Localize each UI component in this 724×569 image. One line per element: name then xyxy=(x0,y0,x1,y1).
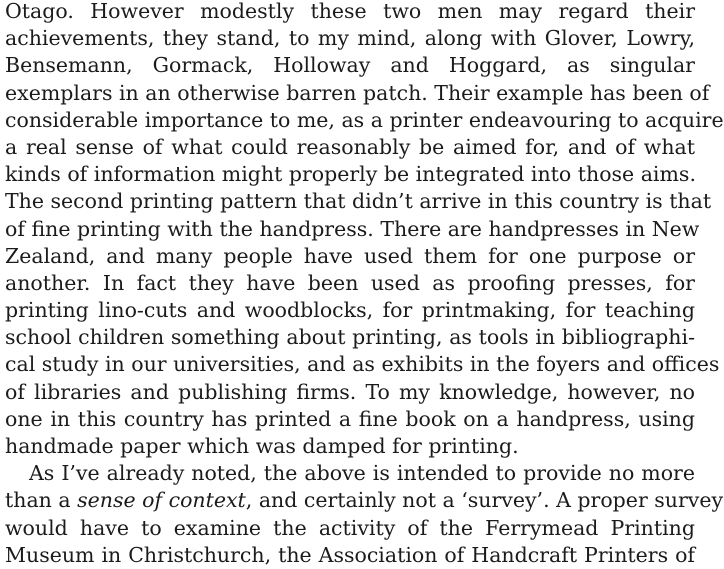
text-line: achievements, they stand, to my mind, along with Glover, Lowry, xyxy=(5,26,695,51)
text-line: Zealand, and many people have used them for one purpose or xyxy=(5,243,695,268)
text-line: of libraries and publishing firms. To my knowledge, however, no xyxy=(5,379,695,404)
text-line: exemplars in an otherwise barren patch. Their example has been of xyxy=(5,80,710,105)
text-line-paragraph-end: handmade paper which was damped for printing. xyxy=(5,434,519,458)
text-line: Otago. However modestly these two men may regard their xyxy=(5,0,695,23)
text-line: would have to examine the activity of the Ferrymead Printing xyxy=(5,515,695,540)
text-line: printing lino-cuts and woodblocks, for printmaking, for teaching xyxy=(5,298,695,323)
text-line: school children something about printing, as tools in bibliographi- xyxy=(5,325,695,350)
text-line-with-emphasis xyxy=(5,487,724,514)
text-line: Bensemann, Gormack, Holloway and Hoggard, as singular xyxy=(5,53,695,78)
body-text xyxy=(5,0,724,569)
text-line: of fine printing with the handpress. There are handpresses in New xyxy=(5,216,700,241)
text-line: kinds of information might properly be integrated into those aims. xyxy=(5,162,696,187)
text-line: cal study in our universities, and as exhibits in the foyers and offices xyxy=(5,352,720,377)
text-line-paragraph-start: As I’ve already noted, the above is intended to provide no more xyxy=(29,461,695,486)
text-line: The second printing pattern that didn’t arrive in this country is that xyxy=(5,189,712,214)
text-segment: than a xyxy=(5,488,78,513)
emphasis-text: sense of context xyxy=(77,488,246,513)
text-line: Museum in Christchurch, the Association of Handcraft Printers of xyxy=(5,542,695,567)
text-line: another. In fact they have been used as proofing presses, for xyxy=(5,270,695,295)
text-line: a real sense of what could reasonably be aimed for, and of what xyxy=(5,134,695,159)
text-segment: , and certainly not a ‘survey’. A proper survey xyxy=(245,488,724,513)
text-line: one in this country has printed a fine book on a handpress, using xyxy=(5,406,695,431)
text-line: considerable importance to me, as a printer endeavouring to acquire xyxy=(5,107,724,132)
